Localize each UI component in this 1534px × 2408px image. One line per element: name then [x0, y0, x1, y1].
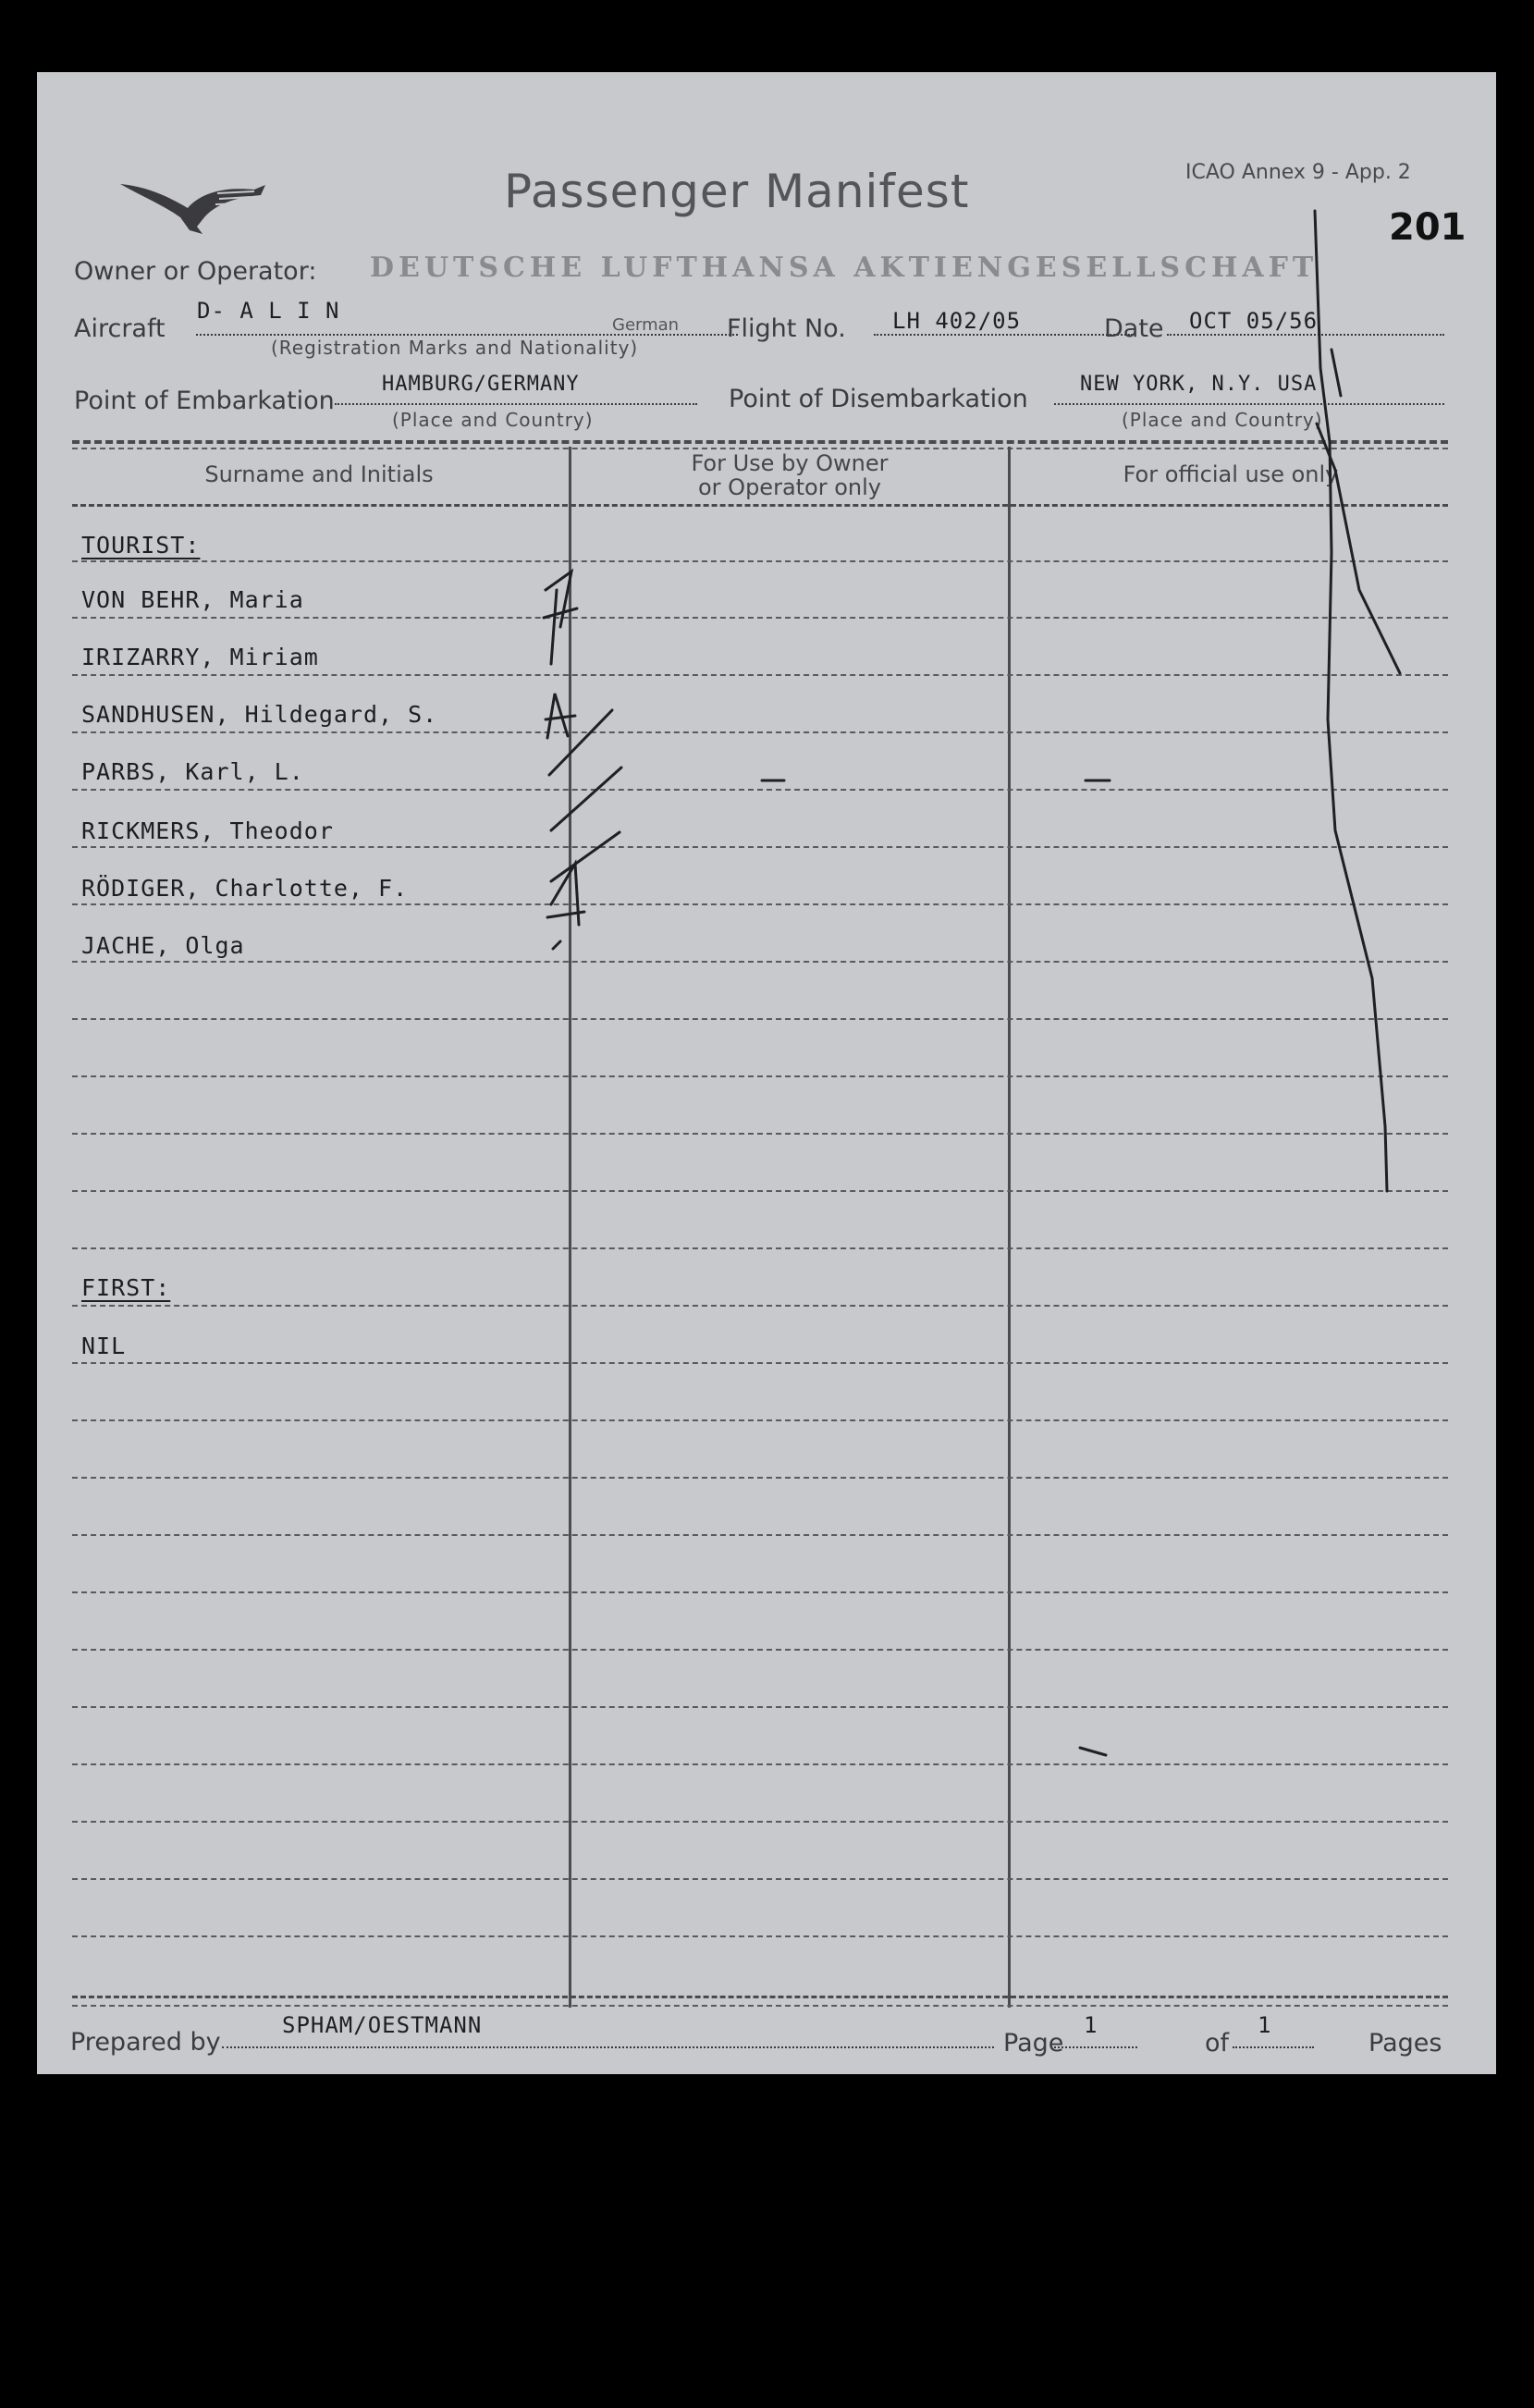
embarkation-value: HAMBURG/GERMANY: [382, 373, 580, 396]
page-stamp: 201: [1389, 206, 1467, 249]
aircraft-registration: D- A L I N: [197, 298, 340, 324]
passenger-name: SANDHUSEN, Hildegard, S.: [81, 701, 438, 728]
page-underline: [1054, 2046, 1137, 2048]
manifest-sheet: [37, 72, 1496, 2074]
passenger-name: NIL: [81, 1333, 127, 1359]
date-value: OCT 05/56: [1189, 308, 1319, 334]
page-total: 1: [1258, 2012, 1272, 2038]
aircraft-caption: (Registration Marks and Nationality): [271, 337, 639, 359]
page-total-underline: [1233, 2046, 1314, 2048]
prepared-by-underline: [222, 2046, 994, 2048]
column-header-official: For official use only: [1123, 461, 1339, 487]
date-label: Date: [1104, 314, 1164, 343]
page-title: Passenger Manifest: [504, 165, 970, 218]
passenger-name: RÖDIGER, Charlotte, F.: [81, 875, 409, 902]
column-header-surname: Surname and Initials: [204, 461, 434, 487]
owner-label: Owner or Operator:: [74, 257, 317, 286]
column-header-owner-line2: or Operator only: [698, 474, 881, 500]
owner-value: DEUTSCHE LUFTHANSA AKTIENGESELLSCHAFT: [370, 252, 1319, 284]
passenger-name: VON BEHR, Maria: [81, 586, 304, 613]
flight-number: LH 402/05: [892, 308, 1022, 334]
page-label: Page: [1003, 2029, 1064, 2058]
embarkation-caption: (Place and Country): [392, 409, 594, 431]
passenger-name: RICKMERS, Theodor: [81, 817, 334, 844]
aircraft-nationality: German: [612, 315, 680, 335]
of-label: of: [1205, 2029, 1230, 2058]
passenger-name: PARBS, Karl, L.: [81, 758, 304, 785]
prepared-by-value: SPHAM/OESTMANN: [282, 2012, 483, 2038]
prepared-by-label: Prepared by: [70, 2028, 221, 2057]
passenger-name: IRIZARRY, Miriam: [81, 644, 319, 670]
aircraft-label: Aircraft: [74, 314, 166, 343]
disembarkation-value: NEW YORK, N.Y. USA: [1080, 373, 1318, 396]
disembarkation-caption: (Place and Country): [1122, 409, 1323, 431]
column-header-owner-line1: For Use by Owner: [691, 450, 889, 476]
pages-label: Pages: [1368, 2029, 1442, 2058]
embarkation-label: Point of Embarkation: [74, 387, 335, 415]
disembarkation-label: Point of Disembarkation: [729, 385, 1028, 413]
flight-label: Flight No.: [727, 314, 846, 343]
page-number: 1: [1084, 2012, 1098, 2038]
icao-reference: ICAO Annex 9 - App. 2: [1185, 161, 1411, 184]
section-label-tourist: TOURIST:: [81, 532, 201, 559]
passenger-name: JACHE, Olga: [81, 932, 245, 959]
handwritten-annotations: [37, 72, 1496, 2074]
section-label-first: FIRST:: [81, 1274, 171, 1301]
